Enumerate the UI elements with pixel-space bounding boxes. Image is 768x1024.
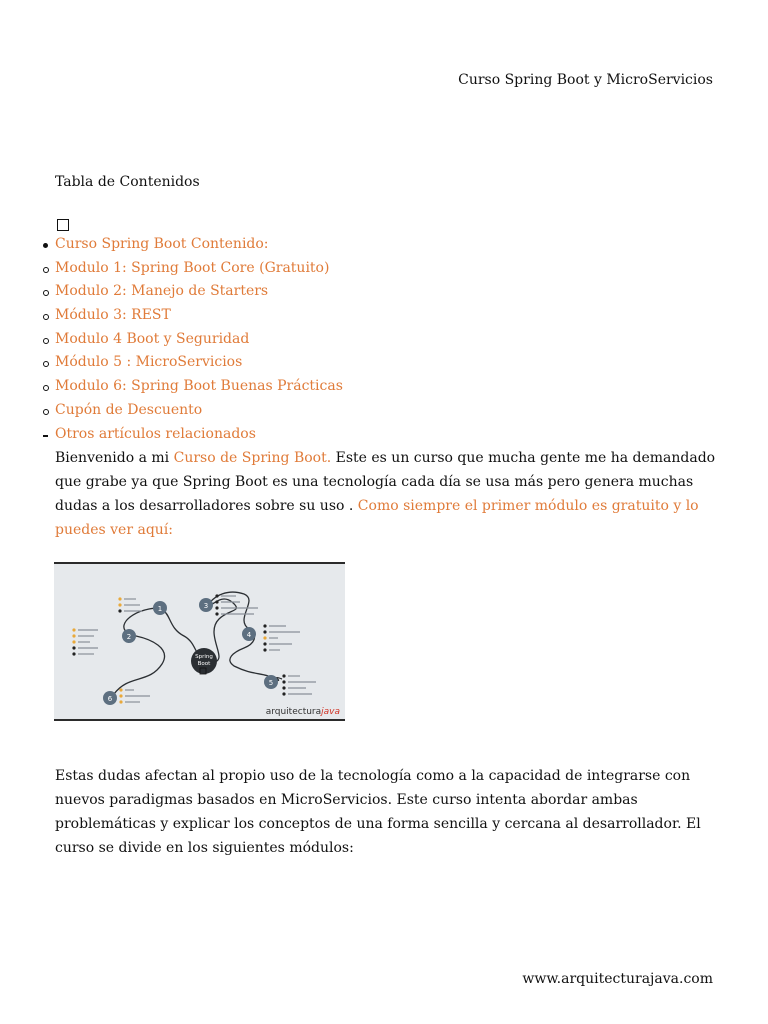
toc-item-7[interactable] bbox=[55, 375, 343, 399]
bullet-circle-icon bbox=[42, 304, 50, 328]
toc-item-2[interactable] bbox=[55, 257, 343, 281]
toc-item-4[interactable] bbox=[55, 304, 343, 328]
toc-item-label: Modulo 2: Manejo de Starters bbox=[55, 283, 269, 300]
course-roadmap-image[interactable] bbox=[54, 562, 345, 721]
toc-item-label: Modulo 6: Spring Boot Buenas Prácticas bbox=[55, 378, 343, 395]
toc-title: Tabla de Contenidos bbox=[55, 174, 200, 190]
bullet-circle-icon bbox=[42, 399, 50, 423]
svg-text:5: 5 bbox=[268, 679, 274, 687]
course-link[interactable]: Curso de Spring Boot. bbox=[173, 450, 332, 466]
toc-item-6[interactable] bbox=[55, 351, 343, 375]
bullet-disc-icon bbox=[42, 233, 50, 257]
toc-item-label: Módulo 3: REST bbox=[55, 307, 171, 324]
intro-text-2: Este es un curso que mucha gente me ha demandado que grabe ya que Spring Boot es una tecnología cada día se usa más pero genera muchas dudas a los desarrolladores sobre su uso . bbox=[55, 450, 716, 514]
module-node-6 bbox=[103, 691, 117, 705]
modules-intro-paragraph: Estas dudas afectan al propio uso de la tecnología como a la capacidad de integrarse con nuevos paradigmas basados en MicroServicios. Este curso intenta abordar ambas problemáticas y explicar los conceptos de una forma sencilla y cercana al desarrollador. El curso se divide en los siguientes módulos: bbox=[55, 768, 701, 856]
toc-item-5[interactable] bbox=[55, 328, 343, 352]
brand-logo: arquitecturajava bbox=[265, 707, 340, 717]
bullet-circle-icon bbox=[42, 375, 50, 399]
module-node-3 bbox=[199, 598, 213, 612]
module-bullets-5-lines bbox=[288, 676, 316, 694]
bullet-circle-icon bbox=[42, 257, 50, 281]
svg-text:3: 3 bbox=[203, 602, 209, 610]
svg-text:2: 2 bbox=[126, 633, 132, 641]
toc-list bbox=[55, 233, 343, 446]
bullet-circle-icon bbox=[42, 351, 50, 375]
bullet-circle-icon bbox=[42, 328, 50, 352]
toc-item-3[interactable] bbox=[55, 280, 343, 304]
module-node-4 bbox=[242, 627, 256, 641]
bullet-square-icon bbox=[42, 423, 50, 447]
module-bullets-1 bbox=[118, 597, 121, 612]
bullet-circle-icon bbox=[42, 280, 50, 304]
module-bullets-5 bbox=[282, 674, 285, 695]
toc-item-label: Curso Spring Boot Contenido: bbox=[55, 236, 269, 252]
toc-item-label: Modulo 4 Boot y Seguridad bbox=[55, 330, 250, 347]
svg-text:4: 4 bbox=[246, 631, 252, 639]
module-node-1 bbox=[153, 601, 167, 615]
module-bullets-2-lines bbox=[78, 630, 98, 654]
svg-text:6: 6 bbox=[107, 695, 113, 703]
toc-item-9[interactable] bbox=[55, 423, 343, 447]
toc-item-label: Cupón de Descuento bbox=[55, 401, 203, 418]
toc-toggle-checkbox[interactable] bbox=[57, 219, 69, 231]
toc-item-label: Otros artículos relacionados bbox=[55, 425, 256, 442]
module-node-5 bbox=[264, 675, 278, 689]
intro-paragraph bbox=[55, 446, 720, 542]
module-bullets-1-lines bbox=[124, 599, 142, 611]
center-label-2: Boot bbox=[197, 661, 211, 667]
module-bullets-2 bbox=[72, 628, 75, 655]
toc-item-label: Módulo 5 : MicroServicios bbox=[55, 354, 243, 371]
page-header: Curso Spring Boot y MicroServicios bbox=[458, 72, 713, 88]
module-bullets-4-lines bbox=[269, 626, 300, 650]
roadmap-path bbox=[114, 592, 282, 694]
center-label-1: Spring bbox=[195, 654, 213, 660]
module-node-2 bbox=[122, 629, 136, 643]
intro-text-1: Bienvenido a mi bbox=[55, 450, 174, 466]
toc-item-1[interactable] bbox=[55, 233, 343, 257]
free-module-link[interactable]: Como siempre el primer módulo es gratuito y lo puedes ver aquí: bbox=[55, 498, 699, 538]
toc-item-8[interactable] bbox=[55, 399, 343, 423]
module-bullets-6-lines bbox=[125, 690, 150, 702]
module-bullets-6 bbox=[119, 688, 122, 703]
svg-text:1: 1 bbox=[157, 605, 163, 613]
toc-item-label: Modulo 1: Spring Boot Core (Gratuito) bbox=[55, 259, 330, 276]
module-bullets-4 bbox=[263, 624, 266, 651]
page-footer-url[interactable]: www.arquitecturajava.com bbox=[522, 971, 713, 987]
